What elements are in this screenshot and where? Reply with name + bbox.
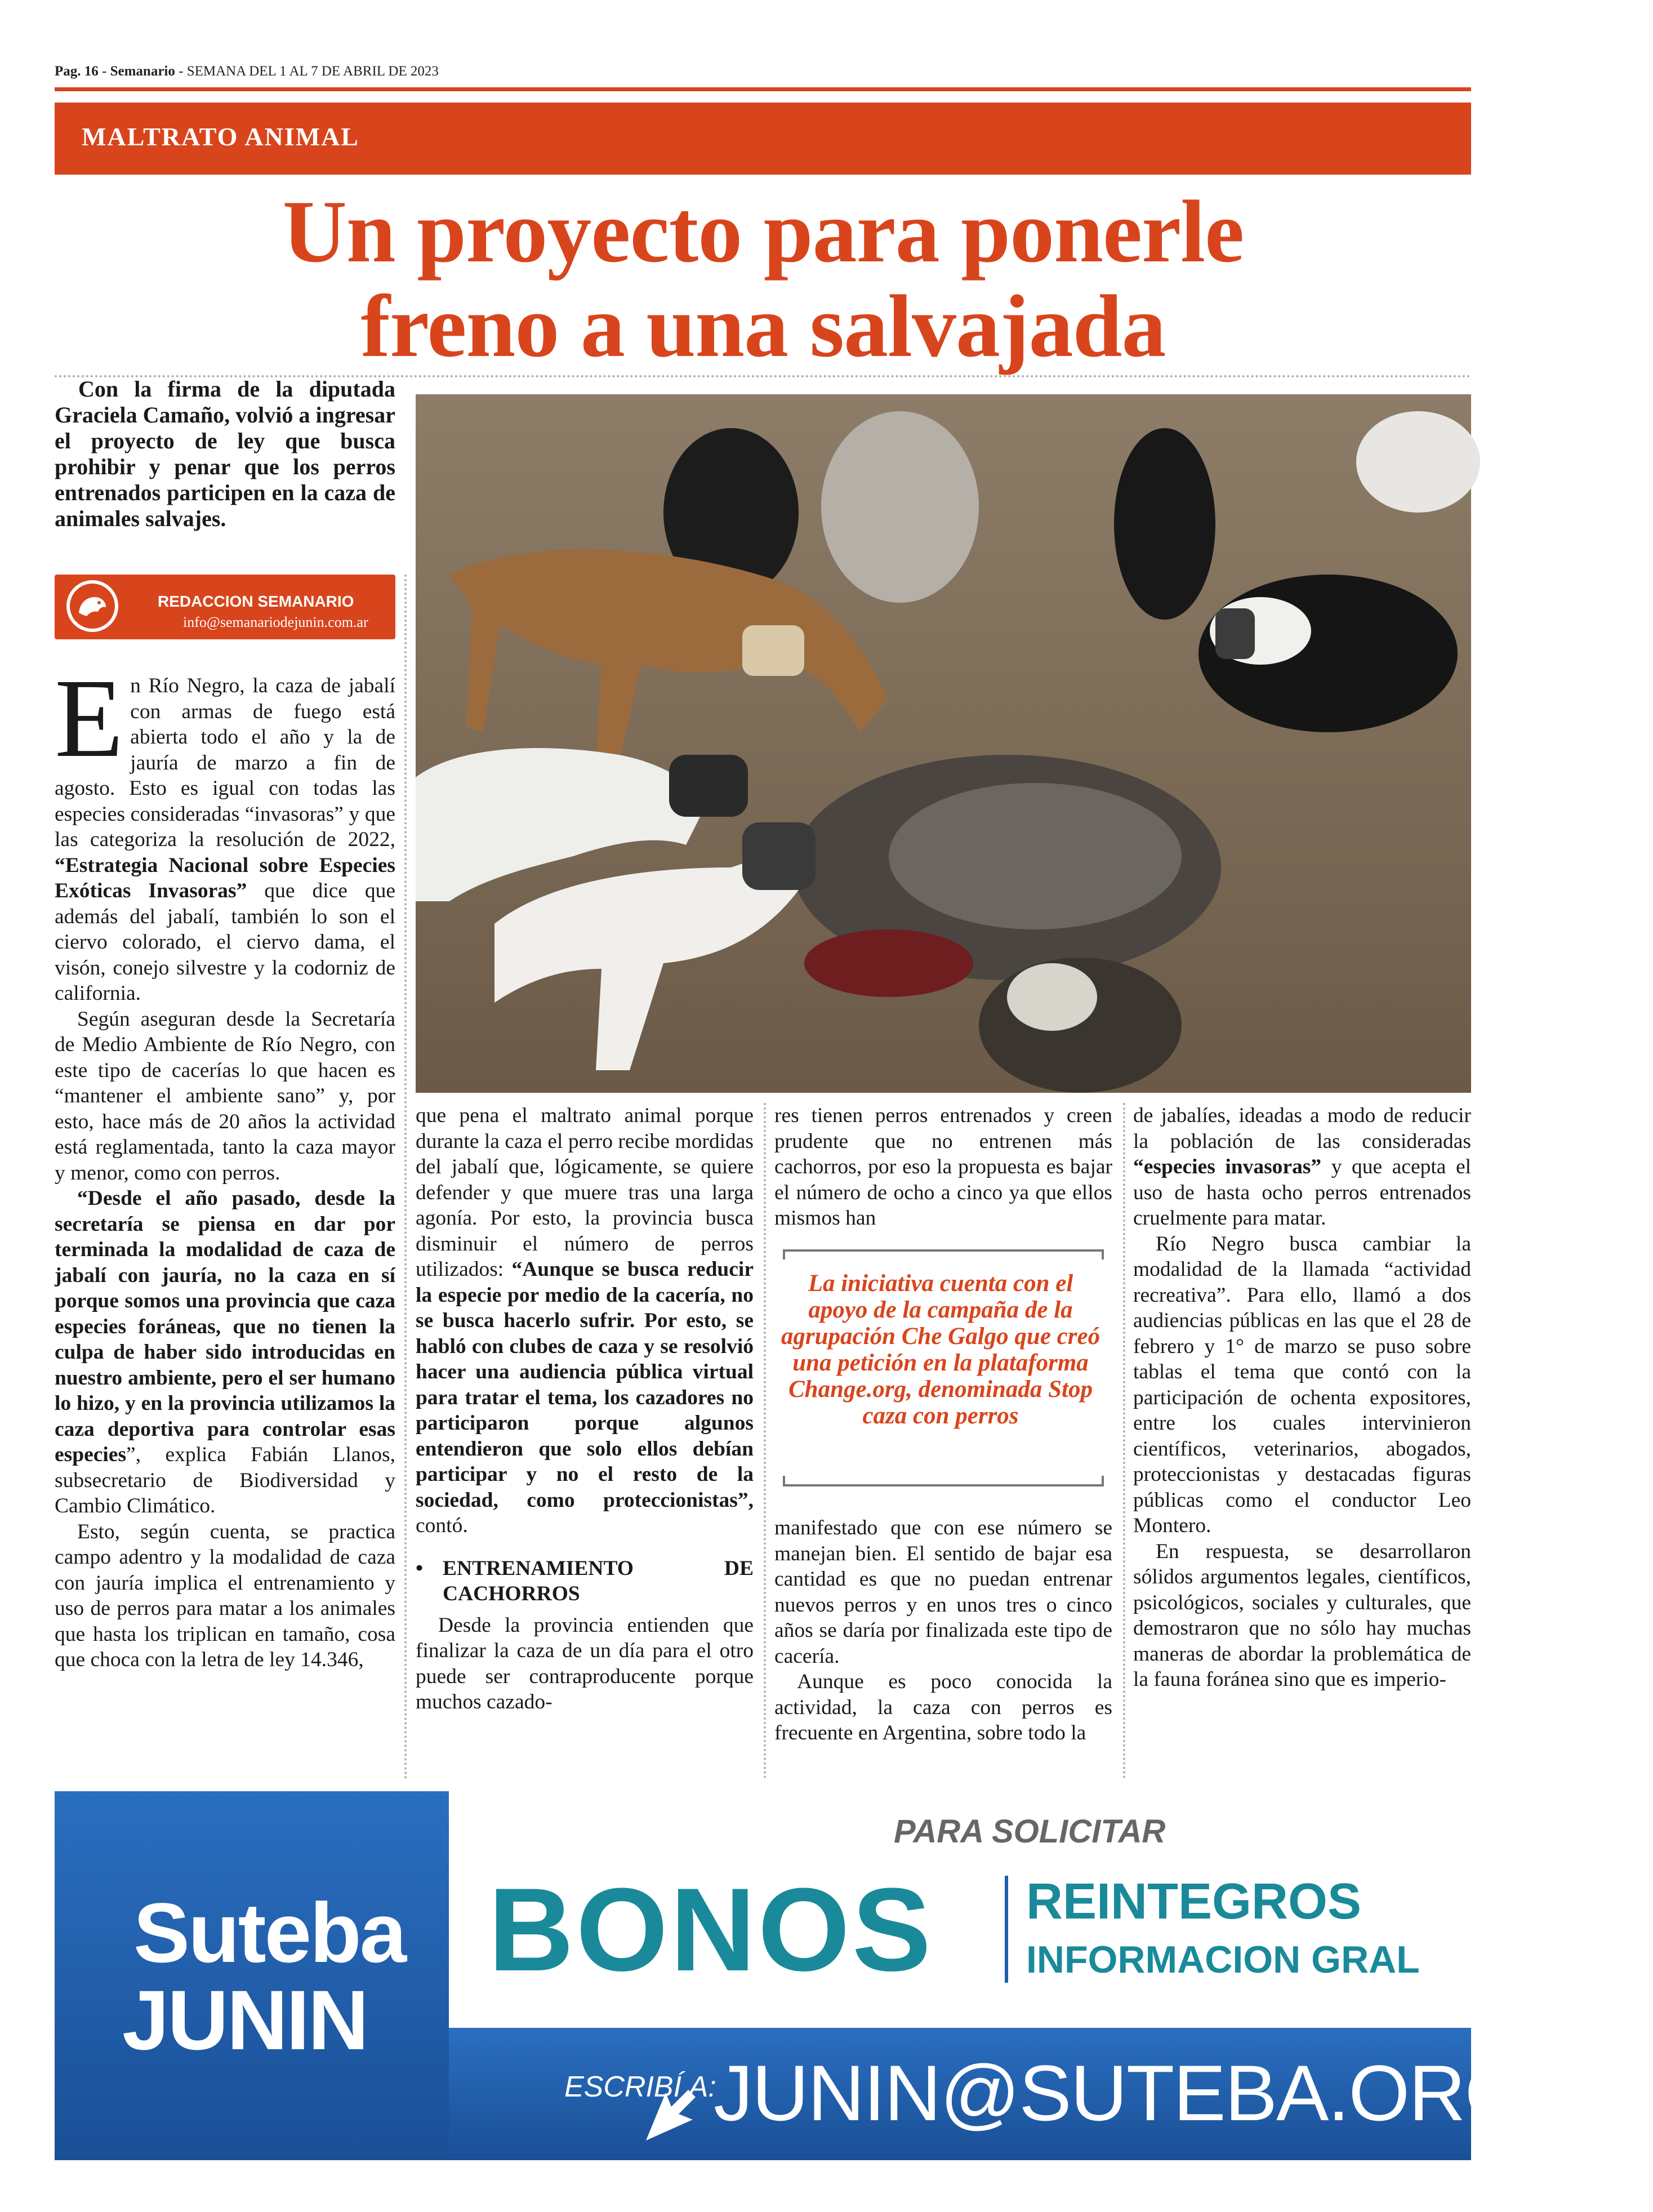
text-run: n Río Negro, la caza de jabalí con armas de fuego está abierta todo el año y la de jauría de marzo a fin de agosto. Esto es igual con todas las especies consideradas “invasoras” y que las categoriza la resolución de 2022,	[55, 674, 395, 851]
ad-brand-line-1: Suteba	[133, 1885, 406, 1980]
lead-text: Con la firma de la diputada Graciela Camaño, volvió a ingresar el proyecto de ley que busca prohibir y penar que los perros entrenados participen en la caza de animales salvajes.	[55, 376, 395, 531]
column-divider	[764, 1103, 766, 1779]
headline-line-2: freno a una salvajada	[360, 277, 1166, 376]
page-number: Pag. 16	[55, 64, 99, 79]
semanario-logo-icon	[66, 580, 118, 632]
paragraph: En respuesta, se desarrollaron sólidos argumentos legales, científicos, psicológicos, sociales y culturales, que demostraron que no sólo hay muchas maneras de abordar la problemática de la fauna foránea sino que es imperio-	[1133, 1539, 1471, 1691]
paragraph: Desde la provincia entienden que finalizar la caza de un día para el otro puede ser contraproducente porque muchos cazado-	[416, 1613, 754, 1713]
bold-run: “Aunque se busca reducir la especie por medio de la cacería, no se busca hacerlo sufrir. Por esto, se habló con clubes de caza y se resolvió hacer una audiencia pública virtual para tratar el tema, los cazadores no participaron porque algunos entendieron que solo ellos debían participar y no el resto de la sociedad, como proteccionistas”,	[416, 1258, 754, 1512]
article-column-1	[55, 656, 395, 1673]
paragraph	[55, 1186, 395, 1519]
issue-date: SEMANA DEL 1 AL 7 DE ABRIL DE 2023	[186, 64, 439, 79]
pullquote-tick	[783, 1476, 785, 1486]
paragraph: Según aseguran desde la Secretaría de Medio Ambiente de Río Negro, con este tipo de cacerías lo que hacen es “mantener el ambiente sano” y, por esto, hace más de 20 años la actividad está reglamentada, tanto la caza mayor y menor, como con perros.	[55, 1007, 395, 1185]
header-separator: -	[98, 64, 110, 79]
paragraph: Esto, según cuenta, se practica campo adentro y la modalidad de caza con jauría implica el entrenamiento y uso de perros para matar a los animales que hasta los triplican en tamaño, cosa que choca con la letra de ley 14.346,	[55, 1520, 395, 1671]
bold-run: “Desde el año pasado, desde la secretaría se piensa en dar por terminada la modalidad de caza de jabalí con jauría, no la caza en sí porque somos una provincia que caza especies foráneas, que no tienen la culpa de haber sido introducidas en nuestro ambiente, pero el ser humano lo hizo, y en la provincia utilizamos la caza deportiva para controlar esas especies	[55, 1187, 395, 1466]
ad-email[interactable]: JUNIN@SUTEBA.ORG.AR	[714, 2049, 1653, 2137]
pullquote: La iniciativa cuenta con el apoyo de la campaña de la agrupación Che Galgo que creó una petición en la plataforma Change.org, denominada Stop caza con perros	[781, 1270, 1100, 1429]
header-rule	[55, 87, 1471, 91]
article-column-3	[774, 1103, 1112, 1231]
ad-write-label: ESCRIBÍ A:	[564, 2071, 716, 2103]
pullquote-tick	[1102, 1249, 1104, 1259]
text-run: que pena el maltrato animal porque durante la caza el perro recibe mordidas del jabalí que, lógicamente, se quiere defender y que muere tras una larga agonía. Por esto, la provincia busca disminuir el número de perros utilizados:	[416, 1104, 754, 1281]
article-column-3-continued	[774, 1515, 1112, 1746]
header-separator: -	[175, 64, 187, 79]
text-run: que dice que además del jabalí, también lo son el ciervo colorado, el ciervo dama, el visón, conejo silvestre y la codorniz de california.	[55, 879, 395, 1005]
paragraph: manifestado que con ese número se manejan bien. El sentido de bajar esa cantidad es que no puedan entrenar nuevos perros y en unos tres o cinco años se daría por finalizada este tipo de cacería.	[774, 1516, 1112, 1668]
paragraph	[416, 1103, 754, 1539]
pullquote-tick	[1102, 1476, 1104, 1486]
page-header	[55, 64, 439, 79]
column-divider	[1123, 1103, 1125, 1779]
ad-item-informacion: INFORMACION GRAL	[1026, 1938, 1420, 1981]
headline	[113, 185, 1414, 374]
headline-line-1: Un proyecto para ponerle	[282, 183, 1244, 281]
column-divider	[404, 575, 407, 1780]
subheading: • ENTRENAMIENTO DE CACHORROS	[416, 1556, 754, 1607]
text-run: ”, explica Fabián Llanos, subsecretario de Biodiversidad y Cambio Climático.	[55, 1443, 395, 1517]
article-column-2	[416, 1103, 754, 1715]
paragraph: res tienen perros entrenados y creen prudente que no entrenen más cachorros, por eso la propuesta es bajar el número de ocho a cinco ya que ellos mismos han	[774, 1104, 1112, 1230]
bold-run: “Estrategia Nacional sobre Especies Exóticas Invasoras”	[55, 853, 395, 902]
article-photo	[416, 394, 1471, 1093]
pullquote-tick	[783, 1249, 785, 1259]
text-run: y que acepta el uso de hasta ocho perros entrenados cruelmente para matar.	[1133, 1155, 1472, 1230]
ad-big-word: BONOS	[488, 1863, 934, 1996]
section-banner	[55, 103, 1471, 175]
ad-item-reintegros: REINTEGROS	[1026, 1873, 1362, 1930]
publication-name: Semanario	[110, 64, 175, 79]
paragraph: Río Negro busca cambiar la modalidad de la llamada “actividad recreativa”. Para ello, llamó a dos audiencias públicas en las que el 28 de febrero y 1° de marzo se puso sobre tablas el tema que contó con la participación de ochenta expositores, entre los cuales intervinieron científicos, veterinarios, abogados, proteccionistas y destacadas figuras públicas como el conductor Leo Montero.	[1133, 1232, 1471, 1537]
ad-brand-line-2: JUNIN	[122, 1973, 368, 2067]
paragraph	[55, 656, 395, 1007]
drop-cap: E	[55, 656, 124, 781]
article-column-4	[1133, 1103, 1471, 1693]
paragraph	[1133, 1103, 1471, 1231]
paragraph: Aunque es poco conocida la actividad, la caza con perros es frecuente en Argentina, sobre todo la	[774, 1670, 1112, 1744]
text-run: de jabalíes, ideadas a modo de reducir la población de las consideradas	[1133, 1104, 1471, 1153]
pullquote-rule-top	[783, 1249, 1104, 1252]
byline-name: REDACCION SEMANARIO	[158, 593, 354, 610]
bold-run: “especies invasoras”	[1133, 1155, 1322, 1178]
section-title: MALTRATO ANIMAL	[82, 122, 360, 151]
byline-email[interactable]: info@semanariodejunin.com.ar	[183, 614, 368, 630]
advertisement[interactable]	[55, 1791, 1653, 2160]
lead-paragraph	[55, 376, 395, 532]
pullquote-rule-bottom	[783, 1484, 1104, 1486]
text-run: contó.	[416, 1514, 468, 1537]
ad-tagline: PARA SOLICITAR	[894, 1813, 1166, 1850]
